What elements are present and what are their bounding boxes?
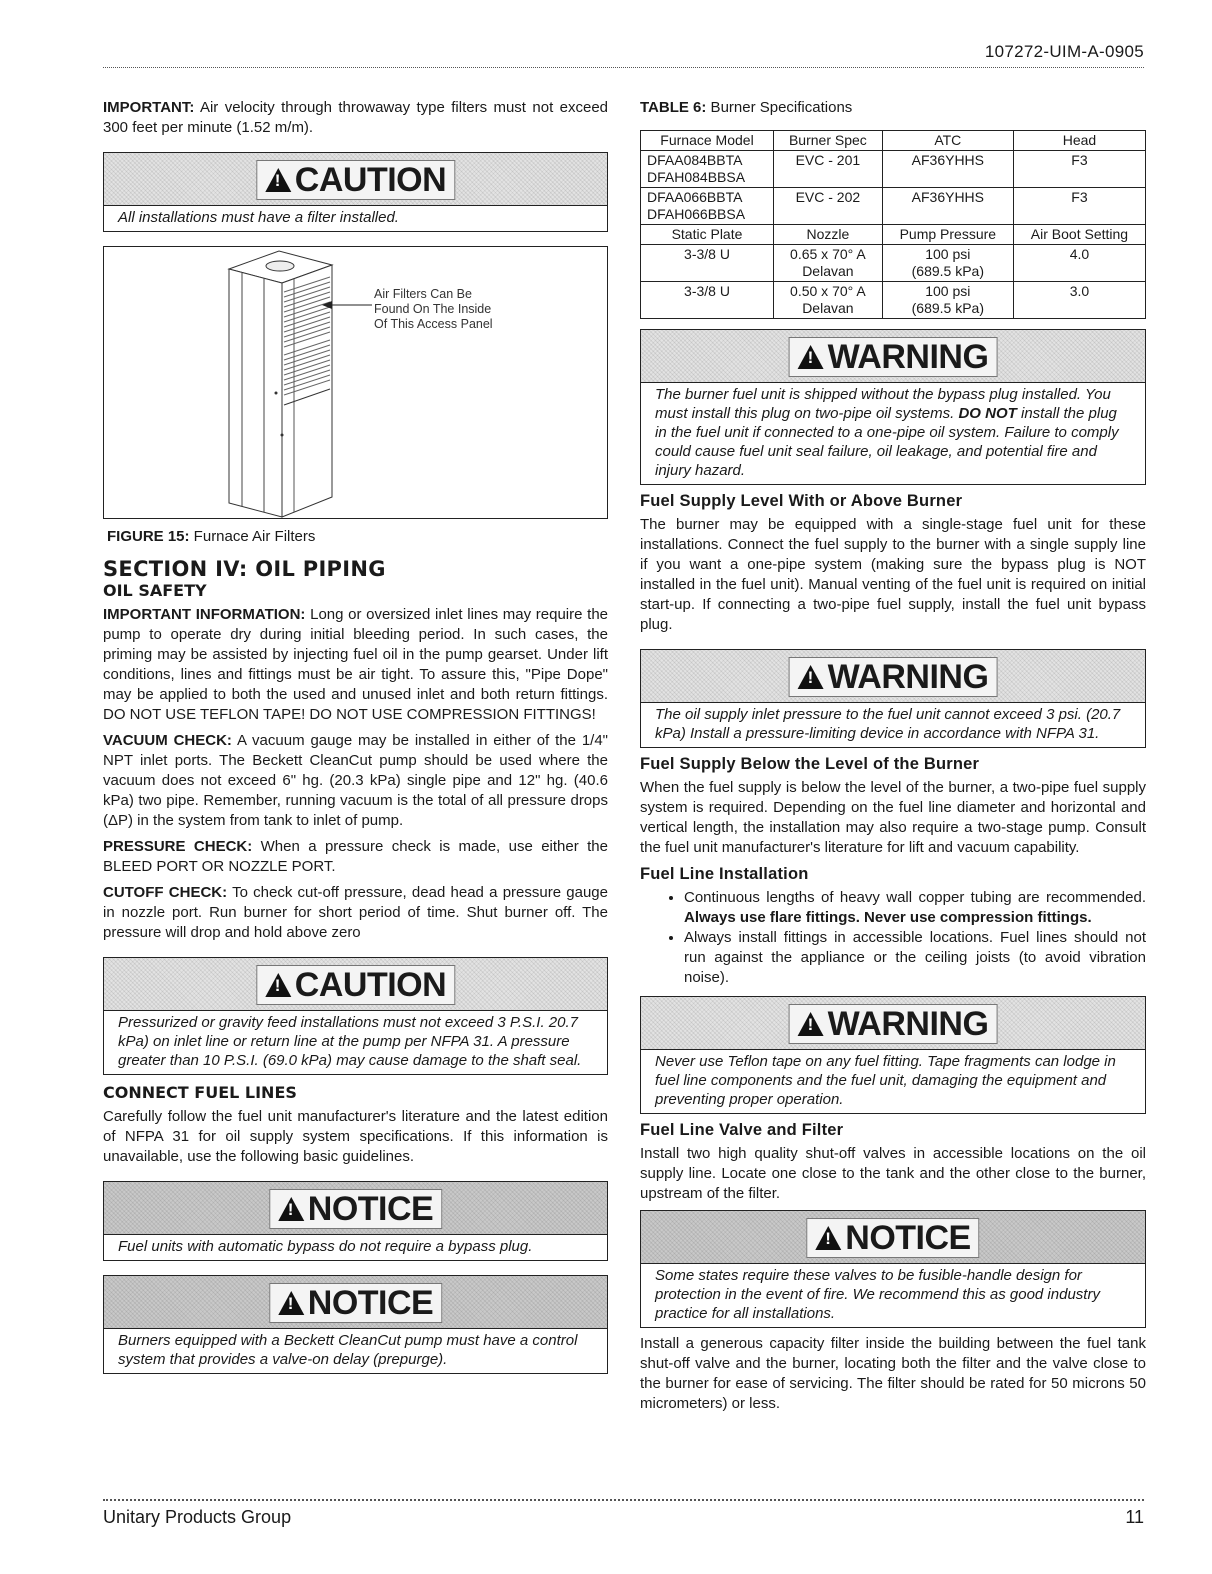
fuel-supply-below-text: When the fuel supply is below the level of the burner, a two-pipe fuel supply system is required. Depending on the fuel line diameter and horizontal and vertical length, the installation may also require a two-stage pump. Consult the fuel unit manufacturer's literature for lift and vacuum capability. xyxy=(640,779,1146,856)
spec-cell: EVC - 201 xyxy=(774,151,883,188)
caution-text: Pressurized or gravity feed installations must not exceed 3 P.S.I. 20.7 kPa) on inlet line or return line at the pump per NFPA 31. A pressure greater than 10 P.S.I. (69.0 kPa) may cause damage to the shaft seal. xyxy=(104,1010,607,1074)
warning-box-bypass-plug xyxy=(640,329,1146,485)
table-header-cell: Nozzle xyxy=(774,225,883,245)
warning-triangle-icon xyxy=(265,168,291,192)
warning-triangle-icon xyxy=(278,1291,304,1315)
oil-safety-heading: OIL SAFETY xyxy=(103,581,207,600)
table-row xyxy=(641,282,1146,319)
head-cell: F3 xyxy=(1013,188,1145,225)
warning-text: Never use Teflon tape on any fuel fitting. Tape fragments can lodge in fuel line components and the fuel unit, damaging the equipment and preventing proper operation. xyxy=(641,1049,1145,1113)
notice-text: Burners equipped with a Beckett CleanCut pump must have a control system that provides a valve-on delay (prepurge). xyxy=(104,1328,607,1373)
important-note: IMPORTANT: Air velocity through throwaway type filters must not exceed 300 feet per minute (1.52 m/m). xyxy=(103,99,608,136)
important-information: IMPORTANT INFORMATION: Long or oversized inlet lines may require the pump to operate dry during initial bleeding period. In such cases, the priming may be assisted by injecting fuel oil in the pump gearset. Under lift conditions, lines and fittings must be air tight. To assure this, "Pipe Dope" may be applied to both the used and unused inlet and both return fittings. DO NOT USE TEFLON TAPE! DO NOT USE COMPRESSION FITTINGS! xyxy=(103,606,608,723)
figure-caption: FIGURE 15: Furnace Air Filters xyxy=(107,528,316,545)
warning-text: The burner fuel unit is shipped without the bypass plug installed. You must install this plug on two-pipe oil systems. DO NOT install the plug in the fuel unit if connected to a one-pipe oil system. Failure to comply could cause fuel unit seal failure, oil leakage, and potential fire and injury hazard. xyxy=(641,382,1145,484)
connect-fuel-lines-text: Carefully follow the fuel unit manufacturer's literature and the latest edition of NFPA 31 for oil supply system specifications. If this information is unavailable, use the following basic guidelines. xyxy=(103,1108,608,1165)
notice-label: !NOTICE xyxy=(269,1189,442,1229)
pressure-check: PRESSURE CHECK: When a pressure check is made, use either the BLEED PORT OR NOZZLE PORT. xyxy=(103,838,608,875)
notice-box-bypass xyxy=(103,1181,608,1261)
table-header-cell: ATC xyxy=(882,131,1013,151)
boot-cell: 3.0 xyxy=(1013,282,1145,319)
fuel-line-valve-heading: Fuel Line Valve and Filter xyxy=(640,1121,844,1139)
fuel-supply-above-text: The burner may be equipped with a single-stage fuel unit for these installations. Connect the fuel supply to the burner with a single supply line if you want a one-pipe system (making sure the bypass plug is NOT installed in the fuel unit). Manual venting of the fuel unit is required on initial start-up. If connecting a two-pipe fuel supply, install the fuel unit bypass plug. xyxy=(640,516,1146,633)
plate-cell: 3-3/8 U xyxy=(641,245,774,282)
warning-label: !WARNING xyxy=(789,657,998,697)
table-header-cell: Head xyxy=(1013,131,1145,151)
warning-label: !WARNING xyxy=(789,337,998,377)
figure-furnace-air-filters xyxy=(103,246,608,519)
header-rule xyxy=(103,67,1144,68)
table-header-cell: Pump Pressure xyxy=(882,225,1013,245)
warning-label: !WARNING xyxy=(789,1004,998,1044)
table-header-cell: Burner Spec xyxy=(774,131,883,151)
table-caption: TABLE 6: Burner Specifications xyxy=(640,99,853,116)
model-cell: DFAA066BBTA DFAH066BBSA xyxy=(641,188,774,225)
notice-box-fusible-valves xyxy=(640,1210,1146,1328)
table-row xyxy=(641,151,1146,188)
caution-box-filter xyxy=(103,152,608,232)
table-row xyxy=(641,245,1146,282)
model-cell: DFAA084BBTA DFAH084BBSA xyxy=(641,151,774,188)
warning-triangle-icon xyxy=(798,345,824,369)
warning-triangle-icon xyxy=(798,665,824,689)
fuel-line-installation-heading: Fuel Line Installation xyxy=(640,865,809,883)
spec-cell: EVC - 202 xyxy=(774,188,883,225)
right-column xyxy=(640,98,1146,1420)
table-header-cell: Air Boot Setting xyxy=(1013,225,1145,245)
figure-callout: Air Filters Can Be Found On The Inside Of This Access Panel xyxy=(374,287,493,331)
document-id: 107272-UIM-A-0905 xyxy=(984,42,1144,61)
warning-triangle-icon xyxy=(278,1197,304,1221)
pressure-cell: 100 psi (689.5 kPa) xyxy=(882,282,1013,319)
vacuum-check: VACUUM CHECK: A vacuum gauge may be installed in either of the 1/4" NPT inlet ports. The Beckett CleanCut pump should be used where the vacuum does not exceed 6" hg. (20.3 kPa) single pipe and 12" hg. (40.6 kPa) two pipe. Remember, running vacuum is the total of all pressure drops (ΔP) in the system from tank to inlet of pump. xyxy=(103,732,609,829)
warning-text: The oil supply inlet pressure to the fuel unit cannot exceed 3 psi. (20.7 kPa) Install a pressure-limiting device in accordance with NFPA 31. xyxy=(641,702,1145,747)
atc-cell: AF36YHHS xyxy=(882,188,1013,225)
nozzle-cell: 0.65 x 70° A Delavan xyxy=(774,245,883,282)
pressure-cell: 100 psi (689.5 kPa) xyxy=(882,245,1013,282)
installation-list xyxy=(640,888,1146,988)
list-item: • Always install fittings in accessible locations. Fuel lines should not run against the appliance or the ceiling joists (to avoid vibration noise). xyxy=(684,928,1146,988)
notice-text: Fuel units with automatic bypass do not require a bypass plug. xyxy=(104,1234,607,1260)
burner-specifications-table xyxy=(640,130,1146,319)
warning-triangle-icon xyxy=(798,1012,824,1036)
head-cell: F3 xyxy=(1013,151,1145,188)
warning-triangle-icon xyxy=(265,973,291,997)
footer-company: Unitary Products Group xyxy=(103,1507,292,1527)
notice-label: !NOTICE xyxy=(269,1283,442,1323)
footer-rule xyxy=(103,1499,1144,1501)
warning-box-teflon xyxy=(640,996,1146,1114)
caution-text: All installations must have a filter installed. xyxy=(104,205,607,231)
cutoff-check: CUTOFF CHECK: To check cut-off pressure, dead head a pressure gauge in nozzle port. Run burner for short period of time. Shut burner off. The pressure will drop and hold above zero xyxy=(103,884,608,941)
atc-cell: AF36YHHS xyxy=(882,151,1013,188)
caution-label: !CAUTION xyxy=(256,160,455,200)
table-row xyxy=(641,188,1146,225)
caution-box-pressure xyxy=(103,957,608,1075)
boot-cell: 4.0 xyxy=(1013,245,1145,282)
plate-cell: 3-3/8 U xyxy=(641,282,774,319)
furnace-illustration xyxy=(104,247,607,518)
connect-fuel-lines-heading: CONNECT FUEL LINES xyxy=(103,1083,297,1102)
section-title: SECTION IV: OIL PIPING xyxy=(103,557,386,581)
notice-text: Some states require these valves to be fusible-handle design for protection in the event of fire. We recommend this as good industry practice for all installations. xyxy=(641,1263,1145,1327)
table-header-row xyxy=(641,131,1146,151)
left-column xyxy=(103,98,608,1380)
warning-box-inlet-pressure xyxy=(640,649,1146,748)
notice-label: !NOTICE xyxy=(806,1218,979,1258)
nozzle-cell: 0.50 x 70° A Delavan xyxy=(774,282,883,319)
page-number: 11 xyxy=(1125,1507,1144,1527)
warning-triangle-icon xyxy=(815,1226,841,1250)
fuel-supply-below-heading: Fuel Supply Below the Level of the Burner xyxy=(640,755,980,773)
fuel-line-valve-text: Install two high quality shut-off valves in accessible locations on the oil supply line. Locate one close to the tank and the other close to the burner, upstream of the filter. xyxy=(640,1145,1146,1202)
filter-text: Install a generous capacity filter inside the building between the fuel tank shut-off valve and the burner, locating both the filter and the valve close to the burner for ease of servicing. The filter should be rated for 50 microns 50 micrometers) or less. xyxy=(640,1335,1146,1412)
table-header-cell: Furnace Model xyxy=(641,131,774,151)
caution-label: !CAUTION xyxy=(256,965,455,1005)
fuel-supply-above-heading: Fuel Supply Level With or Above Burner xyxy=(640,492,963,510)
notice-box-cleancut xyxy=(103,1275,608,1374)
list-item: • Continuous lengths of heavy wall copper tubing are recommended. Always use flare fittings. Never use compression fittings. xyxy=(684,888,1146,928)
table-header-row xyxy=(641,225,1146,245)
table-header-cell: Static Plate xyxy=(641,225,774,245)
